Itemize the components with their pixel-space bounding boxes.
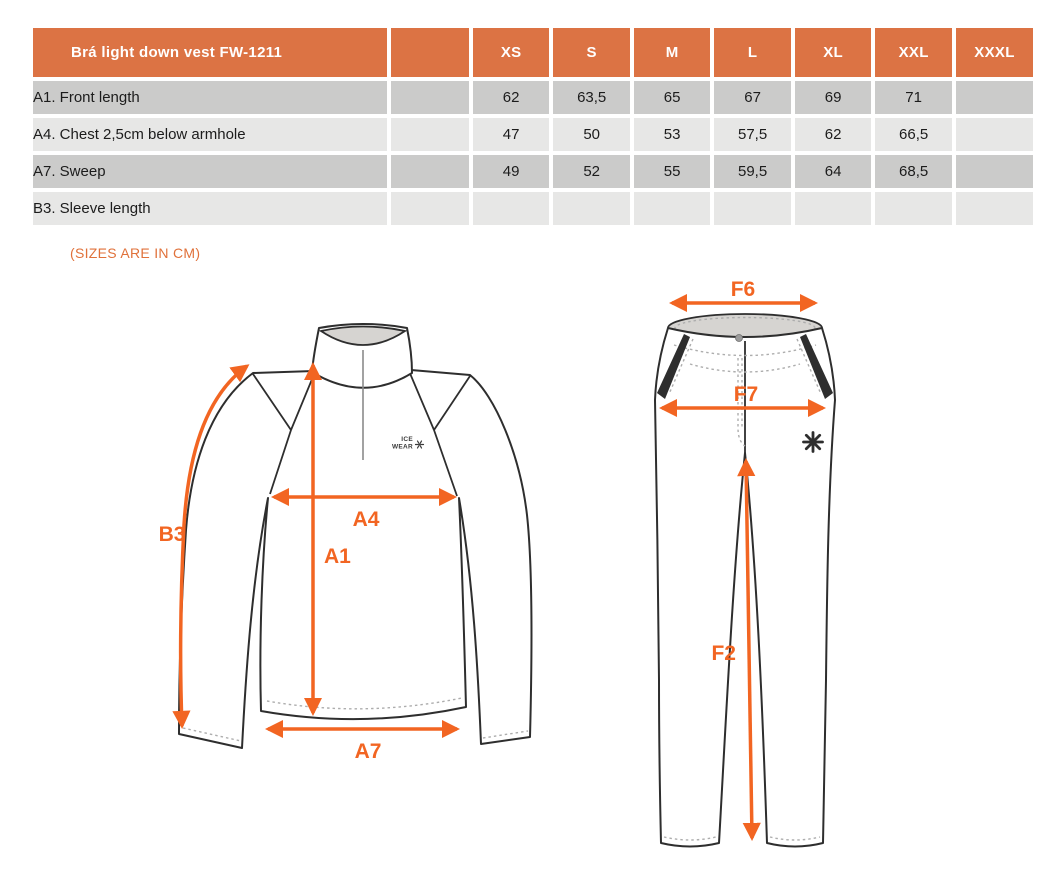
size-value: 63,5 <box>553 81 630 114</box>
row-spacer-cell <box>391 155 469 188</box>
shirt-diagram <box>159 324 532 763</box>
size-value: 47 <box>473 118 549 151</box>
size-value: 53 <box>634 118 710 151</box>
size-header-m: M <box>634 28 710 77</box>
size-value <box>795 192 871 225</box>
measurement-label: B3. Sleeve length <box>33 192 387 225</box>
measurement-label: A7. Sweep <box>33 155 387 188</box>
measurement-label: A1. Front length <box>33 81 387 114</box>
label-a1: A1 <box>324 545 351 568</box>
label-f2: F2 <box>711 642 736 665</box>
row-spacer-cell <box>391 81 469 114</box>
size-value <box>956 192 1033 225</box>
size-value: 69 <box>795 81 871 114</box>
size-header-xxxl: XXXL <box>956 28 1033 77</box>
table-row <box>33 155 1033 188</box>
size-header-l: L <box>714 28 791 77</box>
size-value <box>473 192 549 225</box>
size-value: 57,5 <box>714 118 791 151</box>
size-chart-table <box>29 24 1037 229</box>
size-value <box>553 192 630 225</box>
table-header-spacer <box>391 28 469 77</box>
snowflake-logo-icon <box>804 433 823 452</box>
label-a4: A4 <box>352 508 380 531</box>
size-value: 64 <box>795 155 871 188</box>
size-value <box>956 81 1033 114</box>
size-value: 71 <box>875 81 952 114</box>
size-value <box>956 155 1033 188</box>
size-value: 68,5 <box>875 155 952 188</box>
size-value <box>634 192 710 225</box>
measurement-label: A4. Chest 2,5cm below armhole <box>33 118 387 151</box>
waist-button <box>736 335 743 342</box>
table-row <box>33 81 1033 114</box>
size-value: 62 <box>795 118 871 151</box>
label-b3: B3 <box>158 523 186 546</box>
size-value: 62 <box>473 81 549 114</box>
size-value <box>875 192 952 225</box>
size-header-xs: XS <box>473 28 549 77</box>
size-value: 65 <box>634 81 710 114</box>
size-value <box>956 118 1033 151</box>
size-value <box>714 192 791 225</box>
table-header-row <box>33 28 1033 77</box>
label-a7: A7 <box>354 740 382 763</box>
row-spacer-cell <box>391 118 469 151</box>
table-row <box>33 118 1033 151</box>
label-f7: F7 <box>733 383 759 406</box>
pants-diagram <box>655 278 835 847</box>
logo-text-ice: ICE <box>401 436 413 443</box>
shirt-body <box>179 370 532 748</box>
size-header-xxl: XXL <box>875 28 952 77</box>
row-spacer-cell <box>391 192 469 225</box>
size-value: 49 <box>473 155 549 188</box>
size-value: 59,5 <box>714 155 791 188</box>
table-row <box>33 192 1033 225</box>
size-value: 52 <box>553 155 630 188</box>
table-title: Brá light down vest FW-1211 <box>33 28 387 77</box>
measurement-diagrams <box>0 270 1037 893</box>
size-value: 66,5 <box>875 118 952 151</box>
size-value: 55 <box>634 155 710 188</box>
size-header-xl: XL <box>795 28 871 77</box>
size-value: 67 <box>714 81 791 114</box>
size-header-s: S <box>553 28 630 77</box>
sizes-note: (SIZES ARE IN CM) <box>70 245 201 261</box>
label-f6: F6 <box>730 278 756 301</box>
size-value: 50 <box>553 118 630 151</box>
logo-text-wear: WEAR <box>391 443 413 451</box>
